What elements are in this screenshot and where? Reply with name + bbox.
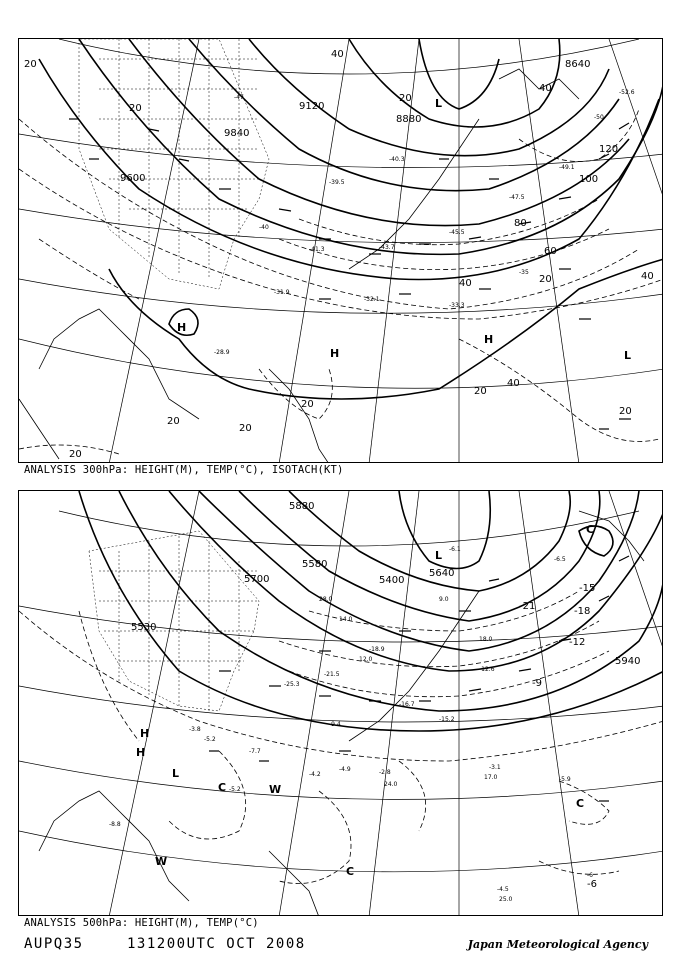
isotach-label: 20 (619, 406, 632, 417)
isotherm-label: -6 (587, 879, 597, 890)
low-pressure-center: L (435, 549, 443, 562)
temp-label: -21.5 (324, 671, 340, 678)
meridian (609, 39, 663, 199)
high-pressure-center: H (484, 333, 494, 346)
isotherm-contour (169, 751, 246, 839)
coastline (349, 119, 479, 269)
temp-label: -39.5 (329, 179, 345, 186)
temp-label: -41.3 (309, 246, 325, 253)
temp-label: -45.5 (449, 229, 465, 236)
isotach-label: 20 (474, 386, 487, 397)
high-pressure-center: H (136, 746, 146, 759)
temp-label: -28.9 (214, 349, 230, 356)
temp-label: 25.0 (499, 896, 513, 903)
temp-label: -16.7 (399, 701, 415, 708)
land-region-hatch (79, 39, 269, 289)
isotach-label: 20 (539, 274, 552, 285)
low-pressure-center: L (435, 97, 443, 110)
isotach-label: 40 (331, 49, 344, 60)
lat-circle (19, 279, 663, 313)
isotach-label: 20 (167, 416, 180, 427)
height-label: 5580 (302, 559, 328, 570)
isotach-label: 80 (514, 218, 527, 229)
temp-label: -3.8 (189, 726, 201, 733)
temp-label: -8.8 (109, 821, 121, 828)
agency-name: Japan Meteorological Agency (467, 938, 648, 951)
isotach-contour (519, 109, 639, 162)
temp-label: -15.2 (439, 716, 455, 723)
isotherm-contour (279, 791, 351, 884)
isotach-label: 20 (129, 103, 142, 114)
temp-label: -43.7 (379, 244, 395, 251)
isotach-label: 40 (641, 271, 654, 282)
coastline (269, 369, 329, 463)
height-label: 9600 (120, 173, 146, 184)
temp-label: -5.2 (229, 786, 241, 793)
high-pressure-center: H (330, 347, 340, 360)
meridian (519, 491, 579, 916)
cold-center: C (576, 797, 585, 810)
low-pressure-center: L (172, 767, 180, 780)
caption-300hpa: ANALYSIS 300hPa: HEIGHT(M), TEMP(°C), ISOTACH(KT) (24, 464, 344, 476)
temp-label: -4.9 (339, 766, 351, 773)
isotach-label: 40 (539, 83, 552, 94)
isotach-label: 100 (579, 174, 599, 185)
temp-label: -4.5 (497, 886, 509, 893)
isotach-label: 20 (24, 59, 37, 70)
coastline (39, 309, 199, 419)
temp-label: 9.0 (439, 596, 449, 603)
land-region-hatch (89, 531, 259, 711)
isotach-contour (299, 199, 599, 245)
temp-label: -12.6 (479, 666, 495, 673)
temp-label: -31.9 (274, 289, 290, 296)
isotach-label: 120 (599, 144, 619, 155)
height-label: 5530 (131, 622, 157, 633)
temp-label: 12.0 (359, 656, 373, 663)
isotach-label: 20 (239, 423, 252, 434)
temp-label: -18.9 (369, 646, 385, 653)
temp-label: -25.3 (284, 681, 300, 688)
high-pressure-center: H (140, 727, 150, 740)
warm-center: W (155, 855, 168, 868)
temp-label: 28.0 (319, 596, 333, 603)
temp-label: -4.2 (309, 771, 321, 778)
meridian (109, 39, 199, 463)
temp-label: -32.1 (364, 296, 380, 303)
isotach-contour (259, 369, 332, 419)
temp-label: -6 (587, 872, 593, 879)
height-label: 8640 (565, 59, 591, 70)
isotach-label: 20 (399, 93, 412, 104)
temp-label: 24.0 (384, 781, 398, 788)
height-label: 9840 (224, 128, 250, 139)
temp-label: -5.9 (559, 776, 571, 783)
coastline (269, 851, 319, 916)
cold-center: C (218, 781, 227, 794)
low-pressure-center: L (624, 349, 632, 362)
isotherm-label: -21 (519, 601, 536, 612)
cold-center: C (586, 523, 595, 536)
lat-circle (19, 339, 663, 388)
isotherm-contour (539, 861, 619, 874)
temp-label: -7.7 (249, 748, 261, 755)
temp-label: -49.1 (559, 164, 575, 171)
map-500hpa-svg (19, 491, 663, 916)
temp-label: -6.5 (554, 556, 566, 563)
height-contour (129, 39, 629, 226)
temp-label: -9.4 (329, 721, 341, 728)
temp-label: -3.1 (489, 764, 501, 771)
isotherm-contour (399, 761, 426, 831)
temp-label: -47.5 (509, 194, 525, 201)
analysis-300hpa-map (18, 38, 663, 463)
meridian (109, 491, 199, 916)
isotherm-label: -18 (574, 606, 591, 617)
isotach-contour (39, 239, 139, 299)
temp-label: 14.0 (339, 616, 353, 623)
isotherm-contour (79, 611, 139, 741)
cold-center: C (346, 865, 355, 878)
height-label: 5880 (289, 501, 315, 512)
temp-label: -52.6 (619, 89, 635, 96)
temp-label: -2.8 (379, 769, 391, 776)
height-label: 5940 (615, 656, 641, 667)
height-label: 9120 (299, 101, 325, 112)
temp-label: -47 (234, 94, 244, 101)
coastline (39, 791, 189, 901)
isotherm-label: -15 (579, 583, 596, 594)
high-pressure-center: H (177, 321, 187, 334)
temp-label: -5.2 (204, 736, 216, 743)
isotach-label: 60 (544, 246, 557, 257)
analysis-500hpa-map (18, 490, 663, 916)
warm-center: W (269, 783, 282, 796)
height-label: 5400 (379, 575, 405, 586)
temp-label: 17.0 (484, 774, 498, 781)
map-300hpa-svg (19, 39, 663, 463)
lat-circle (19, 209, 663, 243)
isotach-label: 20 (69, 449, 82, 460)
isotherm-label: -9 (532, 678, 542, 689)
lat-circle (59, 511, 639, 546)
chart-id: AUPQ35 (24, 936, 84, 952)
lat-circle (59, 39, 639, 74)
temp-label: -6.1 (449, 546, 461, 553)
height-label: 5700 (244, 574, 270, 585)
temp-label: -35 (519, 269, 529, 276)
temp-label: 18.0 (479, 636, 493, 643)
meridian (279, 491, 349, 916)
isotach-label: 40 (507, 378, 520, 389)
isotach-label: 40 (459, 278, 472, 289)
height-contour (399, 491, 490, 569)
temp-label: -33.3 (449, 302, 465, 309)
caption-500hpa: ANALYSIS 500hPa: HEIGHT(M), TEMP(°C) (24, 917, 259, 929)
height-contour (109, 259, 663, 399)
temp-label: -40 (259, 224, 269, 231)
height-contour (349, 39, 560, 127)
isotherm-label: -12 (569, 637, 586, 648)
isotach-label: 20 (301, 399, 314, 410)
valid-time: 131200UTC OCT 2008 (127, 936, 306, 952)
height-label: 8880 (396, 114, 422, 125)
temp-label: -50 (594, 114, 604, 121)
lat-circle (19, 831, 663, 872)
isotherm-contour (279, 621, 599, 667)
height-label: 5640 (429, 568, 455, 579)
temp-label: -40.3 (389, 156, 405, 163)
lat-circle (19, 606, 663, 642)
coastline (19, 399, 59, 459)
